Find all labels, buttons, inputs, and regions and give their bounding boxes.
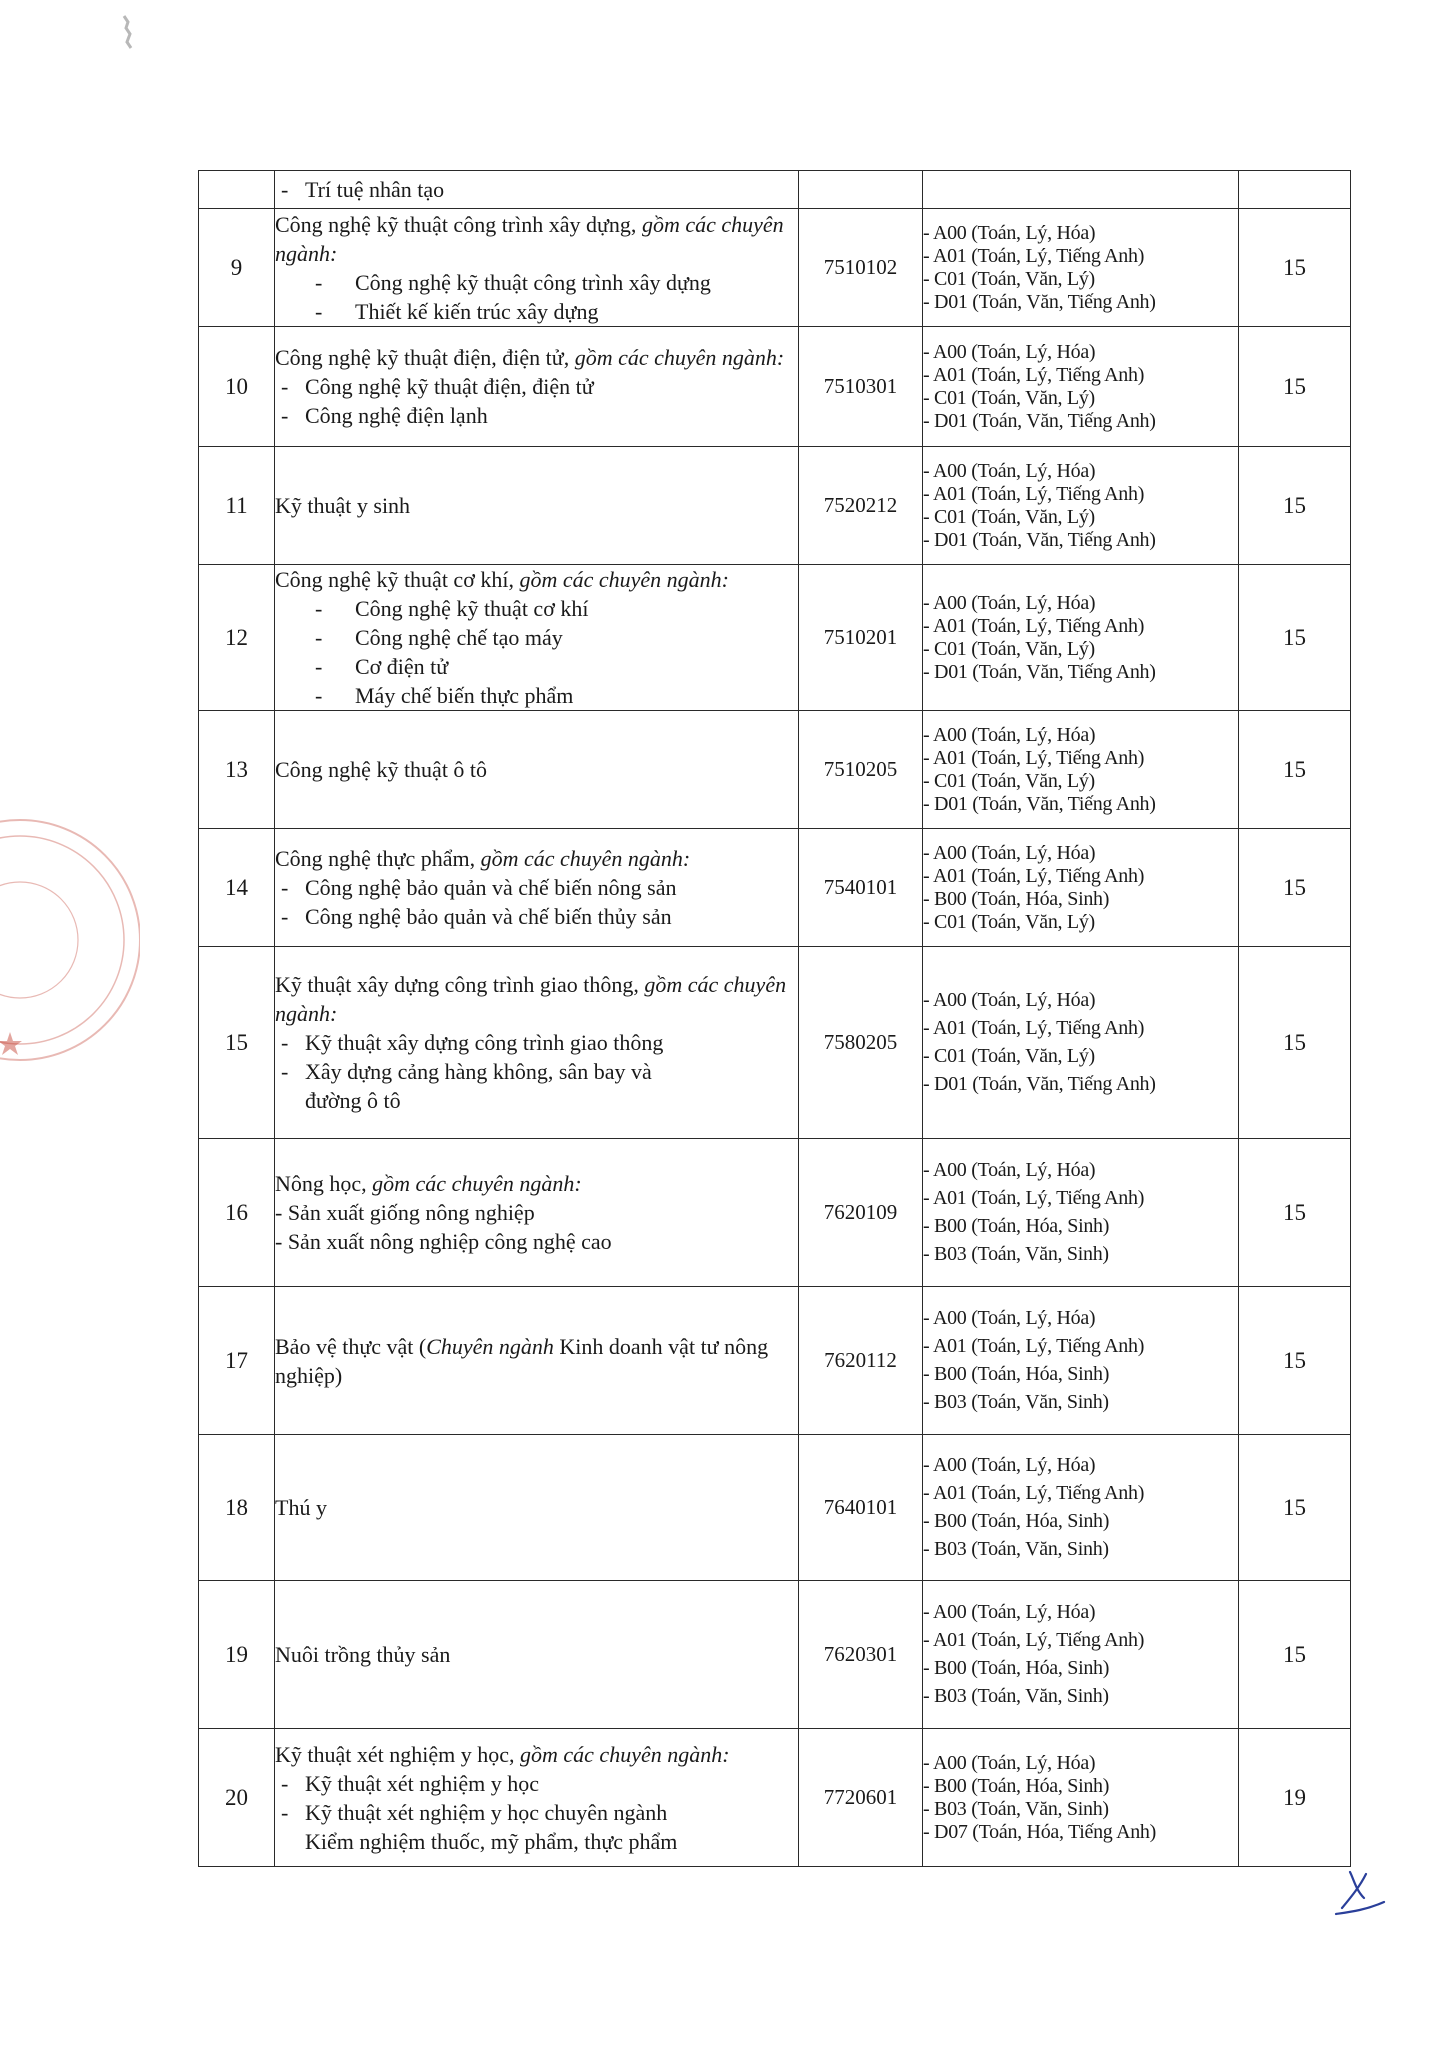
table-row — [199, 1729, 1351, 1867]
subject-combinations-cell — [923, 1139, 1239, 1287]
subject-combination: - A01 (Toán, Lý, Tiếng Anh) — [923, 1482, 1145, 1504]
admission-quota — [1239, 171, 1351, 209]
admission-quota: 15 — [1239, 829, 1351, 947]
subject-combination: - D01 (Toán, Văn, Tiếng Anh) — [923, 1073, 1156, 1095]
row-number: 14 — [199, 829, 275, 947]
subject-combination: - B00 (Toán, Hóa, Sinh) — [923, 1657, 1110, 1679]
subject-combination: - A01 (Toán, Lý, Tiếng Anh) — [923, 1335, 1145, 1357]
table-row — [199, 565, 1351, 711]
subject-combination: - A00 (Toán, Lý, Hóa) — [923, 1454, 1096, 1476]
major-name-note: gồm các chuyên ngành: — [275, 211, 784, 266]
major-code: 7510301 — [799, 327, 923, 447]
major-name-note: gồm các chuyên ngành: — [574, 345, 785, 370]
admission-quota: 15 — [1239, 209, 1351, 327]
specialization-item: - Kỹ thuật xét nghiệm y học — [275, 1769, 798, 1798]
row-number: 12 — [199, 565, 275, 711]
table-row — [199, 327, 1351, 447]
row-number: 9 — [199, 209, 275, 327]
subject-combination: - B00 (Toán, Hóa, Sinh) — [923, 1215, 1110, 1237]
major-name-note: gồm các chuyên ngành: — [519, 567, 729, 592]
admission-quota: 15 — [1239, 565, 1351, 711]
major-code — [799, 171, 923, 209]
major-name-cell — [275, 171, 799, 209]
row-number: 15 — [199, 947, 275, 1139]
subject-combination: - B03 (Toán, Văn, Sinh) — [923, 1797, 1109, 1820]
subject-combination: - C01 (Toán, Văn, Lý) — [923, 910, 1095, 933]
subject-combination: - B00 (Toán, Hóa, Sinh) — [923, 887, 1110, 910]
major-name-note: Chuyên ngành — [426, 1333, 554, 1359]
subject-combination: - B00 (Toán, Hóa, Sinh) — [923, 1510, 1110, 1532]
major-name: Bảo vệ thực vật ( — [275, 1333, 427, 1359]
subject-combination: - A00 (Toán, Lý, Hóa) — [923, 221, 1096, 244]
major-name-cell — [275, 1139, 799, 1287]
specialization-item: - Xây dựng cảng hàng không, sân bay và — [275, 1057, 798, 1086]
admission-majors-table — [198, 170, 1351, 1867]
row-number: 20 — [199, 1729, 275, 1867]
subject-combinations-cell — [923, 447, 1239, 565]
major-code: 7510102 — [799, 209, 923, 327]
subject-combination: - A01 (Toán, Lý, Tiếng Anh) — [923, 244, 1145, 267]
subject-combinations-cell — [923, 565, 1239, 711]
major-name-cell — [275, 1581, 799, 1729]
major-name: Kỹ thuật xây dựng công trình giao thông, — [275, 972, 645, 997]
subject-combination: - D01 (Toán, Văn, Tiếng Anh) — [923, 792, 1156, 815]
subject-combinations-cell — [923, 947, 1239, 1139]
specialization-item: - Công nghệ bảo quản và chế biến nông sản — [275, 873, 798, 902]
major-name-cell — [275, 1435, 799, 1581]
major-code: 7580205 — [799, 947, 923, 1139]
subject-combination: - A00 (Toán, Lý, Hóa) — [923, 591, 1096, 614]
subject-combinations-cell — [923, 171, 1239, 209]
subject-combination: - D01 (Toán, Văn, Tiếng Anh) — [923, 528, 1156, 551]
major-code: 7720601 — [799, 1729, 923, 1867]
major-name: Công nghệ kỹ thuật công trình xây dựng, — [275, 211, 642, 237]
subject-combination: - C01 (Toán, Văn, Lý) — [923, 386, 1095, 409]
major-name: Nuôi trồng thủy sản — [275, 1642, 451, 1667]
specialization-item: - Công nghệ kỹ thuật công trình xây dựng — [275, 268, 798, 297]
subject-combination: - A00 (Toán, Lý, Hóa) — [923, 841, 1096, 864]
major-name-cell — [275, 711, 799, 829]
major-code: 7620112 — [799, 1287, 923, 1435]
subject-combination: - C01 (Toán, Văn, Lý) — [923, 769, 1095, 792]
major-code: 7640101 — [799, 1435, 923, 1581]
specialization-item: - Kỹ thuật xây dựng công trình giao thông — [275, 1028, 798, 1057]
table-row — [199, 947, 1351, 1139]
subject-combination: - C01 (Toán, Văn, Lý) — [923, 1045, 1095, 1067]
subject-combinations-cell — [923, 829, 1239, 947]
admission-quota: 15 — [1239, 447, 1351, 565]
admission-quota: 15 — [1239, 1139, 1351, 1287]
major-name-cell — [275, 327, 799, 447]
subject-combination: - A00 (Toán, Lý, Hóa) — [923, 1159, 1096, 1181]
major-name-note: gồm các chuyên ngành: — [275, 972, 787, 1026]
subject-combination: - A00 (Toán, Lý, Hóa) — [923, 459, 1096, 482]
subject-combination: - C01 (Toán, Văn, Lý) — [923, 505, 1095, 528]
subject-combination: - A00 (Toán, Lý, Hóa) — [923, 1601, 1096, 1623]
subject-combination: - B03 (Toán, Văn, Sinh) — [923, 1243, 1109, 1265]
table-row — [199, 829, 1351, 947]
subject-combination: - A01 (Toán, Lý, Tiếng Anh) — [923, 614, 1145, 637]
subject-combinations-cell — [923, 1729, 1239, 1867]
major-name-cell — [275, 1729, 799, 1867]
specialization-item: - Kỹ thuật xét nghiệm y học chuyên ngành — [275, 1798, 798, 1827]
major-name: Kỹ thuật xét nghiệm y học, — [275, 1741, 521, 1767]
subject-combination: - A00 (Toán, Lý, Hóa) — [923, 340, 1096, 363]
major-name-cell — [275, 829, 799, 947]
specialization-item: - Công nghệ điện lạnh — [275, 401, 798, 430]
specialization-item: - Sản xuất giống nông nghiệp — [275, 1200, 535, 1225]
table-row — [199, 1435, 1351, 1581]
major-name: Công nghệ kỹ thuật điện, điện tử, — [275, 345, 575, 370]
subject-combination: - A01 (Toán, Lý, Tiếng Anh) — [923, 1187, 1145, 1209]
major-name: Công nghệ kỹ thuật cơ khí, — [275, 567, 520, 592]
major-name: Nông học, — [275, 1171, 373, 1196]
subject-combination: - A01 (Toán, Lý, Tiếng Anh) — [923, 864, 1145, 887]
subject-combination: - A01 (Toán, Lý, Tiếng Anh) — [923, 746, 1145, 769]
table-row — [199, 209, 1351, 327]
table-row — [199, 1581, 1351, 1729]
major-name: Công nghệ kỹ thuật ô tô — [275, 757, 488, 782]
subject-combination: - B00 (Toán, Hóa, Sinh) — [923, 1363, 1110, 1385]
specialization-item: - Công nghệ chế tạo máy — [275, 623, 798, 652]
specialization-item: - Trí tuệ nhân tạo — [275, 175, 798, 204]
row-number: 17 — [199, 1287, 275, 1435]
specialization-item: Kiểm nghiệm thuốc, mỹ phẩm, thực phẩm — [305, 1828, 678, 1854]
subject-combination: - A01 (Toán, Lý, Tiếng Anh) — [923, 1629, 1145, 1651]
major-code: 7510201 — [799, 565, 923, 711]
subject-combination: - D01 (Toán, Văn, Tiếng Anh) — [923, 290, 1156, 313]
specialization-item: đường ô tô — [305, 1088, 401, 1113]
subject-combination: - A00 (Toán, Lý, Hóa) — [923, 723, 1096, 746]
major-name-cell — [275, 947, 799, 1139]
table-row — [199, 1287, 1351, 1435]
specialization-item: - Máy chế biến thực phẩm — [275, 681, 798, 710]
subject-combination: - A00 (Toán, Lý, Hóa) — [923, 1751, 1096, 1774]
major-code: 7520212 — [799, 447, 923, 565]
specialization-item: - Thiết kế kiến trúc xây dựng — [275, 297, 798, 326]
major-name-note: gồm các chuyên ngành: — [480, 846, 691, 871]
table-row — [199, 1139, 1351, 1287]
subject-combinations-cell — [923, 327, 1239, 447]
specialization-item: - Công nghệ bảo quản và chế biến thủy sản — [275, 902, 798, 931]
subject-combinations-cell — [923, 1287, 1239, 1435]
admission-quota: 15 — [1239, 1287, 1351, 1435]
subject-combination: - A01 (Toán, Lý, Tiếng Anh) — [923, 482, 1145, 505]
row-number: 11 — [199, 447, 275, 565]
subject-combination: - A01 (Toán, Lý, Tiếng Anh) — [923, 363, 1145, 386]
major-name-tail: Kinh doanh vật tư nông nghiệp) — [275, 1333, 769, 1388]
specialization-item: - Cơ điện tử — [275, 652, 798, 681]
subject-combination: - D07 (Toán, Hóa, Tiếng Anh) — [923, 1820, 1156, 1843]
scan-smudge-mark — [118, 12, 142, 52]
subject-combinations-cell — [923, 1435, 1239, 1581]
red-seal-stamp-fragment — [0, 800, 140, 1080]
major-name-cell — [275, 565, 799, 711]
admission-quota: 15 — [1239, 1435, 1351, 1581]
major-name-cell — [275, 209, 799, 327]
major-code: 7540101 — [799, 829, 923, 947]
major-name-note: gồm các chuyên ngành: — [520, 1741, 730, 1767]
subject-combination: - D01 (Toán, Văn, Tiếng Anh) — [923, 660, 1156, 683]
major-name: Công nghệ thực phẩm, — [275, 846, 481, 871]
major-name: Thú y — [275, 1495, 327, 1520]
subject-combinations-cell — [923, 1581, 1239, 1729]
specialization-item: - Sản xuất nông nghiệp công nghệ cao — [275, 1229, 612, 1254]
major-name: Kỹ thuật y sinh — [275, 493, 411, 518]
table-row — [199, 447, 1351, 565]
major-code: 7620109 — [799, 1139, 923, 1287]
row-number: 19 — [199, 1581, 275, 1729]
row-number: 16 — [199, 1139, 275, 1287]
row-number: 10 — [199, 327, 275, 447]
subject-combinations-cell — [923, 209, 1239, 327]
admission-quota: 19 — [1239, 1729, 1351, 1867]
table-row — [199, 171, 1351, 209]
row-number: 13 — [199, 711, 275, 829]
subject-combination: - C01 (Toán, Văn, Lý) — [923, 637, 1095, 660]
admission-quota: 15 — [1239, 327, 1351, 447]
admission-quota: 15 — [1239, 711, 1351, 829]
table-row — [199, 711, 1351, 829]
subject-combinations-cell — [923, 711, 1239, 829]
subject-combination: - B03 (Toán, Văn, Sinh) — [923, 1685, 1109, 1707]
specialization-item: - Công nghệ kỹ thuật điện, điện tử — [275, 372, 798, 401]
subject-combination: - B03 (Toán, Văn, Sinh) — [923, 1538, 1109, 1560]
handwritten-initial-signature — [1330, 1868, 1390, 1924]
major-name-cell — [275, 1287, 799, 1435]
subject-combination: - C01 (Toán, Văn, Lý) — [923, 267, 1095, 290]
subject-combination: - B03 (Toán, Văn, Sinh) — [923, 1391, 1109, 1413]
subject-combination: - B00 (Toán, Hóa, Sinh) — [923, 1774, 1110, 1797]
admission-quota: 15 — [1239, 1581, 1351, 1729]
admission-quota: 15 — [1239, 947, 1351, 1139]
row-number: 18 — [199, 1435, 275, 1581]
row-number — [199, 171, 275, 209]
subject-combination: - D01 (Toán, Văn, Tiếng Anh) — [923, 409, 1156, 432]
major-code: 7510205 — [799, 711, 923, 829]
major-name-note: gồm các chuyên ngành: — [372, 1171, 582, 1196]
major-name-cell — [275, 447, 799, 565]
subject-combination: - A00 (Toán, Lý, Hóa) — [923, 1307, 1096, 1329]
major-code: 7620301 — [799, 1581, 923, 1729]
specialization-item: - Công nghệ kỹ thuật cơ khí — [275, 594, 798, 623]
subject-combination: - A00 (Toán, Lý, Hóa) — [923, 989, 1096, 1011]
subject-combination: - A01 (Toán, Lý, Tiếng Anh) — [923, 1017, 1145, 1039]
